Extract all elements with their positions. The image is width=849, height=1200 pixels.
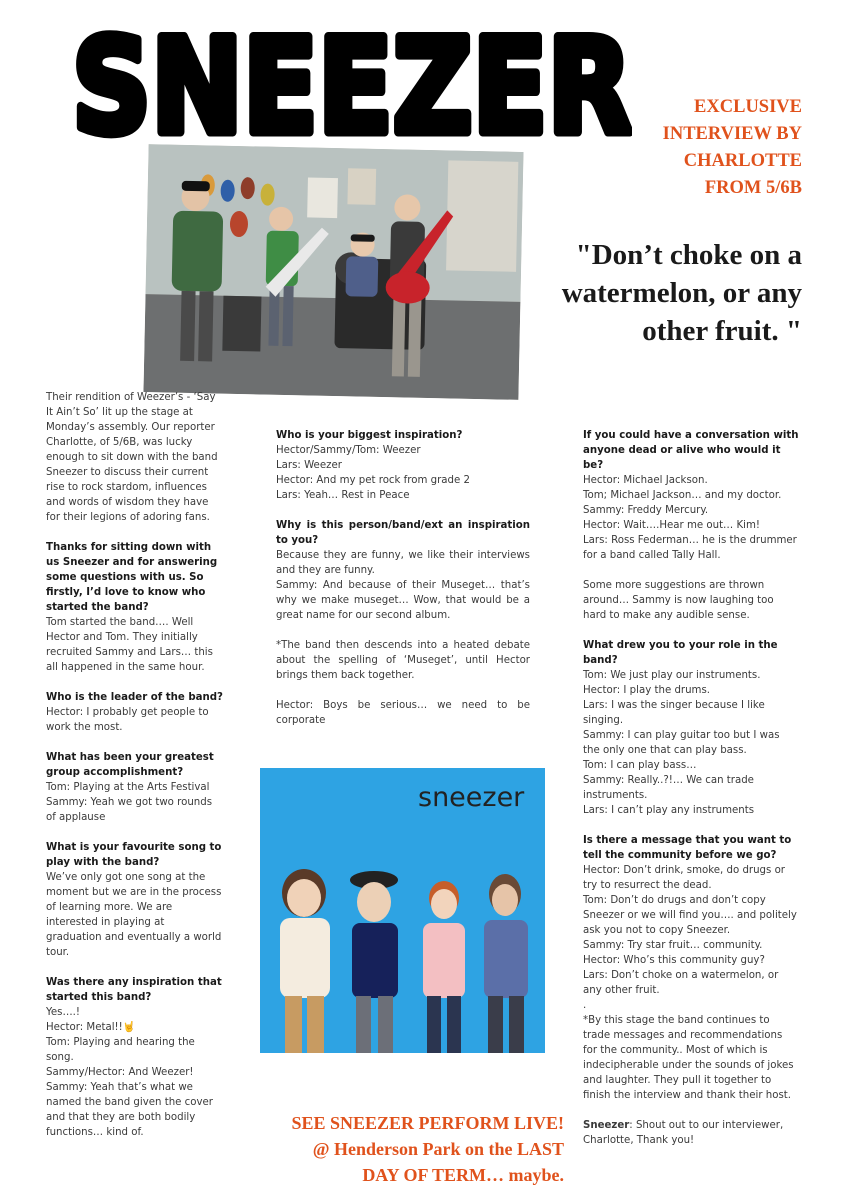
editor-note: *The band then descends into a heated debate about the spelling of ‘Museget’, until Hector brings them back together. <box>276 640 530 681</box>
answer: Sammy: And because of their Museget… that’s why we make museget… Wow, that would be a great name for our second album. <box>276 580 530 621</box>
figure-2 <box>350 871 398 1053</box>
byline <box>600 94 802 202</box>
byline-line-2: INTERVIEW BY <box>662 124 802 144</box>
answer: Hector: Metal!!🤘 <box>46 1022 136 1033</box>
byline-line-3: CHARLOTTE <box>683 151 802 171</box>
question: Is there a message that you want to tell the community before we go? <box>583 835 792 861</box>
answer: Lars: I was the singer because I like singing. <box>583 700 765 726</box>
answer: Lars: Yeah… Rest in Peace <box>276 490 410 501</box>
answer: Hector: Don’t drink, smoke, do drugs or try to resurrect the dead. <box>583 865 785 891</box>
album-cover-art <box>260 768 545 1053</box>
answer: Tom: Playing at the Arts Festival <box>46 782 210 793</box>
footer-line-2: @ Henderson Park on the LAST <box>312 1139 564 1159</box>
question: What drew you to your role in the band? <box>583 640 778 666</box>
amplifier <box>222 296 261 352</box>
footer-line-3: DAY OF TERM… maybe. <box>362 1165 564 1185</box>
column-3 <box>583 428 799 1148</box>
answer: Sammy: Yeah we got two rounds of applause <box>46 797 213 823</box>
footer-line-1: SEE SNEEZER PERFORM LIVE! <box>291 1113 564 1133</box>
question: Was there any inspiration that started this band? <box>46 977 222 1003</box>
figure-4 <box>484 874 528 1053</box>
question: What has been your greatest group accomplishment? <box>46 752 214 778</box>
question: What is your favourite song to play with the band? <box>46 842 222 868</box>
answer: Tom: I can play bass… <box>583 760 697 771</box>
album-cover <box>260 768 545 1053</box>
band-photo-illustration <box>143 144 523 400</box>
answer: Lars: Don’t choke on a watermelon, or any other fruit. <box>583 970 779 996</box>
figure-1 <box>280 869 330 1053</box>
answer: Hector: Boys be serious… we need to be corporate <box>276 700 530 726</box>
question: Thanks for sitting down with us Sneezer and for answering some questions with us. So firstly, I’d love to know who started the band? <box>46 542 218 613</box>
answer: We’ve only got one song at the moment but we are in the process of learning more. We are interested in playing at graduation and eventually a world tour. <box>46 872 222 958</box>
answer: Tom; Michael Jackson… and my doctor. <box>583 490 782 501</box>
answer: Hector: And my pet rock from grade 2 <box>276 475 470 486</box>
closing <box>583 1118 799 1148</box>
band-photo <box>143 144 523 400</box>
masthead-title: SNEEZER <box>72 28 632 146</box>
question: Why is this person/band/ext an inspiration to you? <box>276 520 530 546</box>
answer: Tom: We just play our instruments. <box>583 670 761 681</box>
answer: Some more suggestions are thrown around… Sammy is now laughing too hard to make any audible sense. <box>583 580 774 621</box>
closing-text: : Shout out to our interviewer, Charlotte, Thank you! <box>583 1120 784 1146</box>
intro-paragraph: Their rendition of Weezer’s - ‘Say It Ain’t So’ lit up the stage at Monday’s assembly. Our reporter Charlotte, of 5/6B, was lucky enough to sit down with the band Sneezer to discuss their current rise to rock stardom, influences and words of wisdom they have for their legions of adoring fans. <box>46 392 218 523</box>
answer: Sammy: Yeah that’s what we named the band given the cover and that they are both bodily functions… kind of. <box>46 1082 213 1138</box>
pull-quote: "Don’t choke on a watermelon, or any other fruit. " <box>561 239 802 347</box>
masthead-logo <box>72 28 632 146</box>
question: Who is the leader of the band? <box>46 692 223 703</box>
closing-label: Sneezer <box>583 1120 630 1131</box>
answer: Hector: Michael Jackson. <box>583 475 708 486</box>
answer: Sammy: I can play guitar too but I was the only one that can play bass. <box>583 730 780 756</box>
answer: Hector/Sammy/Tom: Weezer <box>276 445 421 456</box>
answer: Tom: Playing and hearing the song. <box>46 1037 195 1063</box>
footer-announcement <box>200 1110 564 1188</box>
byline-line-1: EXCLUSIVE <box>694 97 802 117</box>
answer: Hector: Wait….Hear me out… Kim! <box>583 520 761 531</box>
answer: Sammy: Really..?!… We can trade instruments. <box>583 775 754 801</box>
answer: Hector: Who’s this community guy? <box>583 955 765 966</box>
answer: Sammy: Freddy Mercury. <box>583 505 709 516</box>
album-band-name: sneezer <box>418 782 525 813</box>
answer: Tom started the band…. Well Hector and Tom. They initially recruited Sammy and Lars… this all happened in the same hour. <box>46 617 213 673</box>
column-1 <box>46 390 223 1140</box>
answer: Because they are funny, we like their interviews and they are funny. <box>276 550 530 576</box>
question: Who is your biggest inspiration? <box>276 430 463 441</box>
byline-line-4: FROM 5/6B <box>704 178 802 198</box>
answer: Lars: Weezer <box>276 460 342 471</box>
answer: Tom: Don’t do drugs and don’t copy Sneezer or we will find you…. and politely ask you not to copy Sneezer. <box>583 895 797 936</box>
answer: Hector: I play the drums. <box>583 685 711 696</box>
answer: Hector: I probably get people to work the most. <box>46 707 209 733</box>
answer: Lars: Ross Federman… he is the drummer for a band called Tally Hall. <box>583 535 797 561</box>
answer: Sammy: Try star fruit… community. <box>583 940 763 951</box>
column-2 <box>276 428 530 728</box>
separator-dot: . <box>583 1000 587 1011</box>
question: If you could have a conversation with anyone dead or alive who would it be? <box>583 430 799 471</box>
answer: Yes….! <box>46 1007 80 1018</box>
answer: Lars: I can’t play any instruments <box>583 805 755 816</box>
editor-note: *By this stage the band continues to trade messages and recommendations for the community.. Most of which is indecipherable under the sounds of jokes and laughter. They pull it together to finish the interview and thank their host. <box>583 1015 794 1101</box>
answer: Sammy/Hector: And Weezer! <box>46 1067 194 1078</box>
figure-3 <box>423 881 465 1053</box>
